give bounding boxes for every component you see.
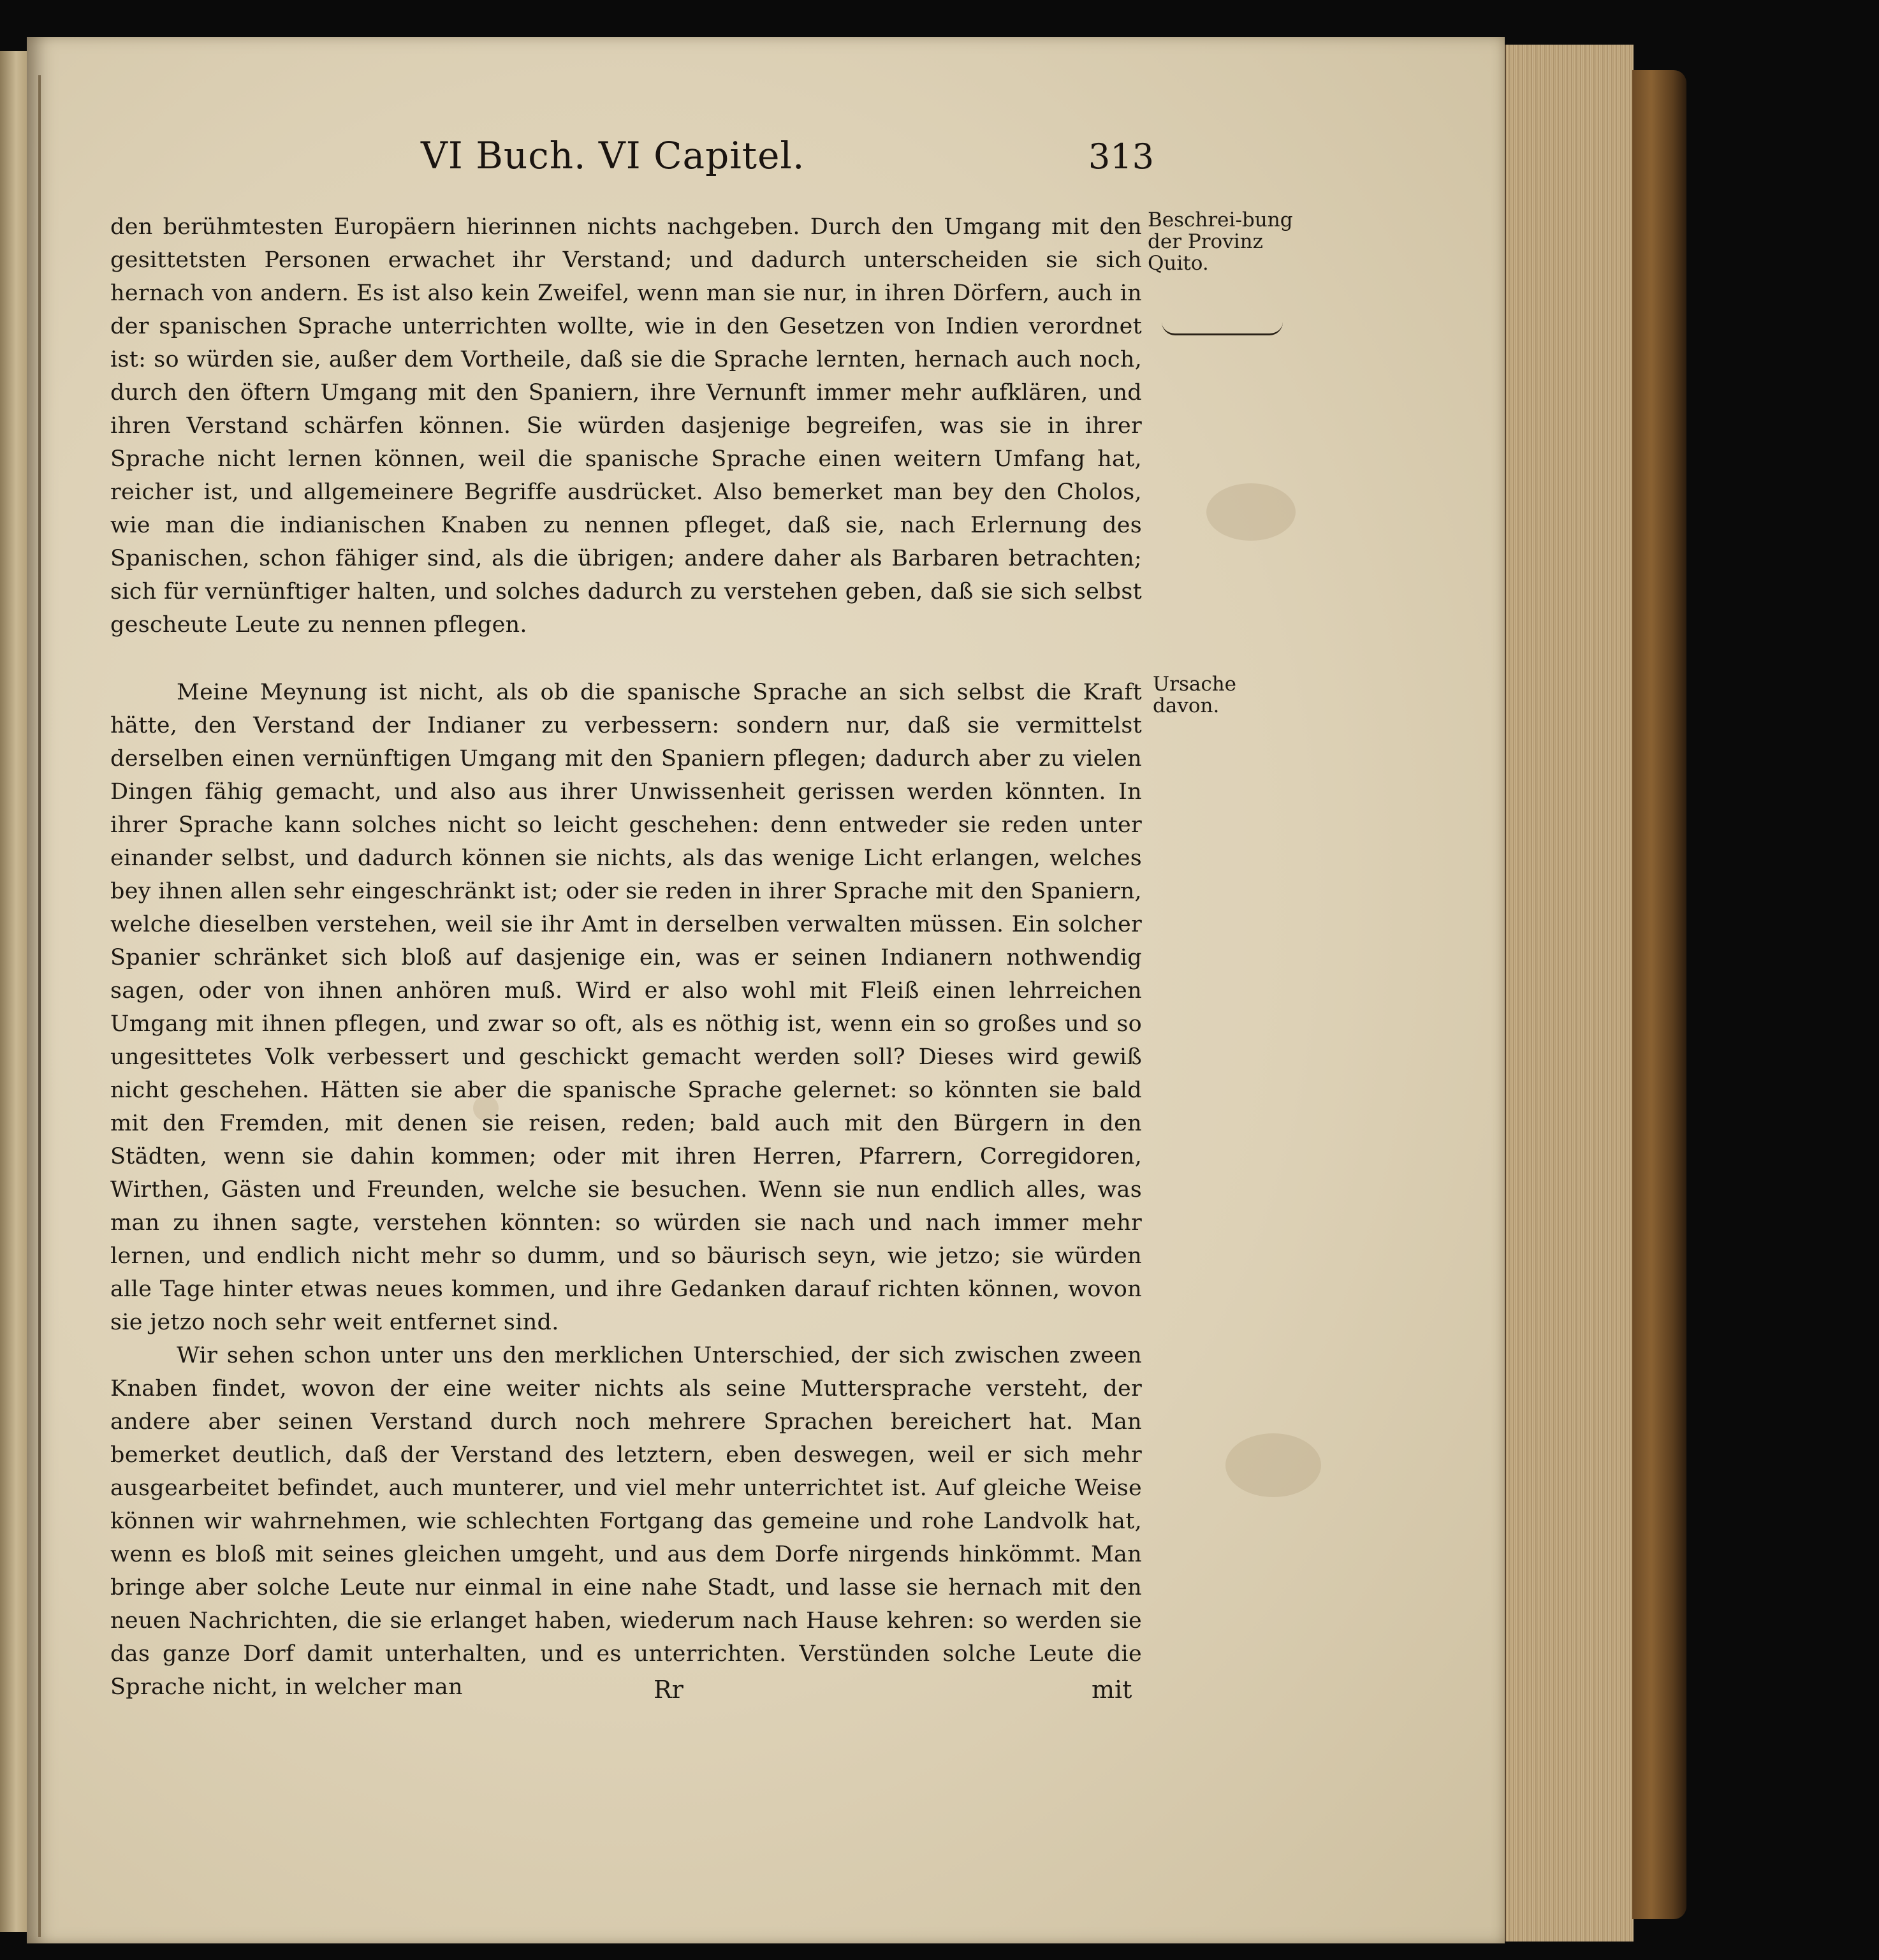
gutter-shadow — [38, 75, 41, 1937]
page-number: 313 — [1088, 136, 1154, 177]
left-page-edge — [0, 51, 29, 1932]
running-title: VI Buch. VI Capitel. — [421, 134, 805, 177]
book-block-edge — [1505, 45, 1634, 1942]
running-header — [242, 134, 1173, 191]
body-paragraph-3 — [110, 1339, 1142, 1704]
paragraph-text: Meine Meynung ist nicht, als ob die spanische Sprache an sich selbst die Kraft hätte, den Verstand der Indianer zu verbessern: sondern nur, daß sie vermittelst derselben einen vernünftigen Umgang mit den Spaniern pflegen; dadurch aber zu vielen Dingen fähig gemacht, und also aus ihrer Unwissenheit gerissen werden könnten. In ihrer Sprache kann solches nicht so leicht geschehen: denn entweder sie reden unter einander selbst, und dadurch können sie nichts, als das wenige Licht erlangen, welches bey ihnen allen sehr eingeschränkt ist; oder sie reden in ihrer Sprache mit den Spaniern, welche dieselben verstehen, weil sie ihr Amt in derselben verwalten müssen. Ein solcher Spanier schränket sich bloß auf dasjenige ein, was er seinen Indianern nothwendig sagen, oder von ihnen anhören muß. Wird er also wohl mit Fleiß einen lehrreichen Umgang mit ihnen pflegen, und zwar so oft, als es nöthig ist, wenn ein so großes und so ungesittetes Volk verbessert und geschickt gemacht werden soll? Dieses wird gewiß nicht geschehen. Hätten sie aber die spanische Sprache gelernet: so könnten sie bald mit den Fremden, mit denen sie reisen, reden; bald auch mit den Bürgern in den Städten, wenn sie dahin kommen; oder mit ihren Herren, Pfarrern, Corregidoren, Wirthen, Gästen und Freunden, welche sie besuchen. Wenn sie nun endlich alles, was man zu ihnen sagte, verstehen könnten: so würden sie nach und nach immer mehr lernen, und endlich nicht mehr so dumm, und so bäurisch seyn, wie jetzo; sie würden alle Tage hinter etwas neues kommen, und ihre Gedanken darauf richten können, wovon sie jetzo noch sehr weit entfernet sind. — [110, 680, 1142, 1335]
leather-cover-edge — [1632, 70, 1686, 1919]
paragraph-text: den berühmtesten Europäern hierinnen nichts nachgeben. Durch den Umgang mit den gesittetsten Personen erwachet ihr Verstand; und dadurch unterscheiden sie sich hernach von andern. Es ist also kein Zweifel, wenn man sie nur, in ihren Dörfern, auch in der spanischen Sprache unterrichten wollte, wie in den Gesetzen von Indien verordnet ist: so würden sie, außer dem Vortheile, daß sie die Sprache lernten, hernach auch noch, durch den öftern Umgang mit den Spaniern, ihre Vernunft immer mehr aufklären, und ihren Verstand schärfen können. Sie würden dasjenige begreifen, was sie in ihrer Sprache nicht lernen können, weil die spanische Sprache einen weitern Umfang hat, reicher ist, und allgemeinere Begriffe ausdrücket. Also bemerket man bey den Cholos, wie man die indianischen Knaben zu nennen pfleget, daß sie, nach Erlernung des Spanischen, schon fähiger sind, als die übrigen; andere daher als Barbaren betrachten; sich für vernünftiger halten, und solches dadurch zu verstehen geben, daß sie sich selbst gescheute Leute zu nennen pflegen. — [110, 214, 1142, 638]
margin-note-cause: Ursache davon. — [1153, 673, 1237, 717]
catchword: mit — [1092, 1676, 1132, 1704]
body-paragraph-2 — [110, 676, 1142, 1339]
paragraph-text: Wir sehen schon unter uns den merklichen Unterschied, der sich zwischen zween Knaben findet, wovon der eine weiter nichts als seine Muttersprache versteht, der andere aber seinen Verstand durch noch mehrere Sprachen bereichert hat. Man bemerket deutlich, daß der Verstand des letztern, eben deswegen, weil er sich mehr ausgearbeitet befindet, auch munterer, und viel mehr unterrichtet ist. Auf gleiche Weise können wir wahrnehmen, wie schlechten Fortgang das gemeine und rohe Landvolk hat, wenn es bloß mit seines gleichen umgeht, und aus dem Dorfe nirgends hinkömmt. Man bringe aber solche Leute nur einmal in eine nahe Stadt, und lasse sie hernach mit den neuen Nachrichten, die sie erlanget haben, wiederum nach Hause kehren: so werden sie das ganze Dorf damit unterhalten, und es unterrichten. Verstünden solche Leute die Sprache nicht, in welcher man — [110, 1343, 1142, 1700]
margin-note-province: Beschrei-bung der Provinz Quito. — [1148, 208, 1293, 275]
foxing-stain — [1206, 483, 1296, 541]
signature-mark: Rr — [654, 1676, 684, 1704]
body-paragraph-1 — [110, 210, 1142, 641]
foxing-stain — [1225, 1433, 1321, 1497]
margin-note-brace — [1162, 322, 1283, 335]
